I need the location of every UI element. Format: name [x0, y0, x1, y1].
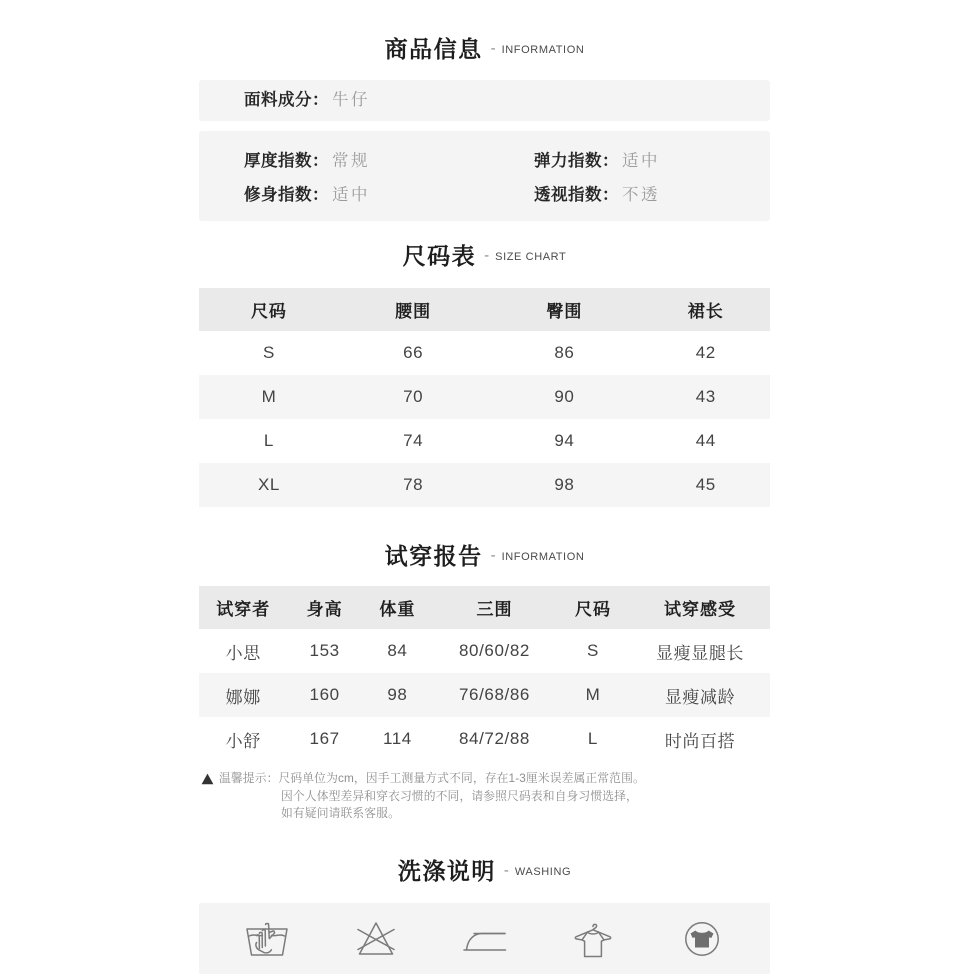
attribute-sheerness [534, 181, 660, 205]
table-row [199, 331, 770, 375]
iron-icon [453, 913, 515, 965]
cell-size: XL [257, 475, 280, 494]
fabric-value: 牛仔 [332, 91, 370, 109]
cell-size: L [587, 729, 598, 748]
cell-feedback: 显瘦减龄 [664, 687, 736, 707]
size-chart-heading-cn: 尺码表 [402, 243, 477, 269]
information-heading-en: INFORMATION [501, 44, 585, 56]
attribute-slimfit-label: 修身指数： [244, 186, 329, 204]
attributes-grid [199, 131, 770, 221]
attribute-thickness [244, 147, 534, 171]
cell-weight: 84 [387, 641, 408, 660]
fabric-panel [199, 80, 770, 121]
cell-measures: 80/60/82 [458, 641, 530, 660]
fabric-label: 面料成分： [244, 91, 329, 109]
notice-line-3: 如有疑问请联系客服。 [281, 806, 400, 820]
cell-feedback: 显瘦显腿长 [656, 643, 745, 663]
information-heading-cn: 商品信息 [384, 36, 483, 62]
cell-hip: 90 [554, 387, 575, 406]
washing-section [199, 860, 770, 883]
table-row [199, 629, 770, 673]
cell-waist: 74 [403, 431, 424, 450]
do-not-bleach-icon [345, 913, 407, 965]
information-section [199, 38, 770, 61]
washing-heading-cn: 洗涤说明 [397, 858, 496, 884]
hang-dry-icon [562, 913, 624, 965]
cell-length: 43 [695, 387, 716, 406]
size-col-header-hip: 臀围 [487, 288, 641, 331]
cell-height: 153 [309, 641, 340, 660]
cell-weight: 98 [387, 685, 408, 704]
trial-report-heading-dash: - [490, 547, 496, 564]
notice-text [219, 770, 645, 823]
table-header-row [199, 586, 770, 629]
table-row [199, 717, 770, 761]
table-row [199, 419, 770, 463]
information-heading-dash: - [490, 40, 496, 57]
size-chart-section [199, 245, 770, 268]
cell-waist: 78 [403, 475, 424, 494]
attributes-panel [199, 131, 770, 221]
cell-size: L [263, 431, 274, 450]
washing-heading-dash: - [503, 862, 509, 879]
trial-col-header-model: 试穿者 [199, 586, 288, 629]
trial-report-table [199, 586, 770, 761]
cell-measures: 84/72/88 [458, 729, 530, 748]
attribute-thickness-value: 常规 [332, 152, 370, 170]
attribute-elasticity-label: 弹力指数： [534, 152, 619, 170]
size-chart-heading-dash: - [484, 247, 490, 264]
attribute-slimfit [244, 181, 534, 205]
cell-size: S [586, 641, 599, 660]
notice-line-2: 因个人体型差异和穿衣习惯的不同，请参照尺码表和自身习惯选择， [281, 788, 638, 803]
trial-report-table-wrap [199, 586, 770, 761]
trial-col-header-weight: 体重 [362, 586, 433, 629]
table-row [199, 673, 770, 717]
cell-height: 167 [309, 729, 340, 748]
trial-report-heading-cn: 试穿报告 [384, 543, 483, 569]
notice-line-1: 温馨提示：尺码单位为cm，因手工测量方式不同，存在1-3厘米误差属正常范围。 [219, 771, 645, 785]
trial-col-header-size: 尺码 [556, 586, 630, 629]
trial-col-header-height: 身高 [288, 586, 362, 629]
information-section-heading [199, 38, 770, 61]
cell-length: 44 [695, 431, 716, 450]
cell-model: 小舒 [225, 731, 261, 751]
cell-height: 160 [309, 685, 340, 704]
trial-col-header-feedback: 试穿感受 [630, 586, 770, 629]
cell-hip: 94 [554, 431, 575, 450]
cell-length: 42 [695, 343, 716, 362]
attribute-elasticity [534, 147, 660, 171]
hand-wash-icon [236, 913, 298, 965]
cell-model: 小思 [225, 643, 261, 663]
size-notice [199, 770, 770, 823]
washing-icons-panel [199, 903, 770, 974]
attribute-slimfit-value: 适中 [332, 186, 370, 204]
cell-waist: 66 [403, 343, 424, 362]
washing-heading [199, 860, 770, 883]
size-chart-table-wrap [199, 288, 770, 507]
trial-report-section [199, 545, 770, 568]
trial-report-heading [199, 545, 770, 568]
cell-model: 娜娜 [225, 687, 261, 707]
fabric-row [199, 80, 770, 121]
size-chart-heading [199, 245, 770, 268]
attributes-row [244, 142, 770, 176]
cell-feedback: 时尚百搭 [664, 731, 736, 751]
trial-report-heading-en: INFORMATION [501, 551, 585, 563]
cell-size: M [261, 387, 277, 406]
table-row [199, 375, 770, 419]
attribute-thickness-label: 厚度指数： [244, 152, 329, 170]
trial-col-header-measures: 三围 [433, 586, 556, 629]
washing-icons-row [199, 903, 770, 974]
dry-clean-icon [671, 913, 733, 965]
cell-size: S [262, 343, 275, 362]
cell-length: 45 [695, 475, 716, 494]
size-chart-table [199, 288, 770, 507]
size-col-header-length: 裙长 [642, 288, 771, 331]
attribute-sheerness-value: 不透 [622, 186, 660, 204]
attribute-sheerness-label: 透视指数： [534, 186, 619, 204]
cell-measures: 76/68/86 [458, 685, 530, 704]
table-row [199, 463, 770, 507]
table-header-row [199, 288, 770, 331]
size-col-header-size: 尺码 [199, 288, 339, 331]
cell-waist: 70 [403, 387, 424, 406]
size-col-header-waist: 腰围 [339, 288, 487, 331]
attribute-elasticity-value: 适中 [622, 152, 660, 170]
notice-block [199, 770, 770, 823]
cell-hip: 98 [554, 475, 575, 494]
cell-hip: 86 [554, 343, 575, 362]
warning-triangle-icon [201, 772, 215, 790]
size-chart-heading-en: SIZE CHART [495, 251, 567, 263]
cell-size: M [585, 685, 601, 704]
cell-weight: 114 [382, 729, 412, 748]
washing-heading-en: WASHING [514, 866, 572, 878]
attributes-row [244, 176, 770, 210]
